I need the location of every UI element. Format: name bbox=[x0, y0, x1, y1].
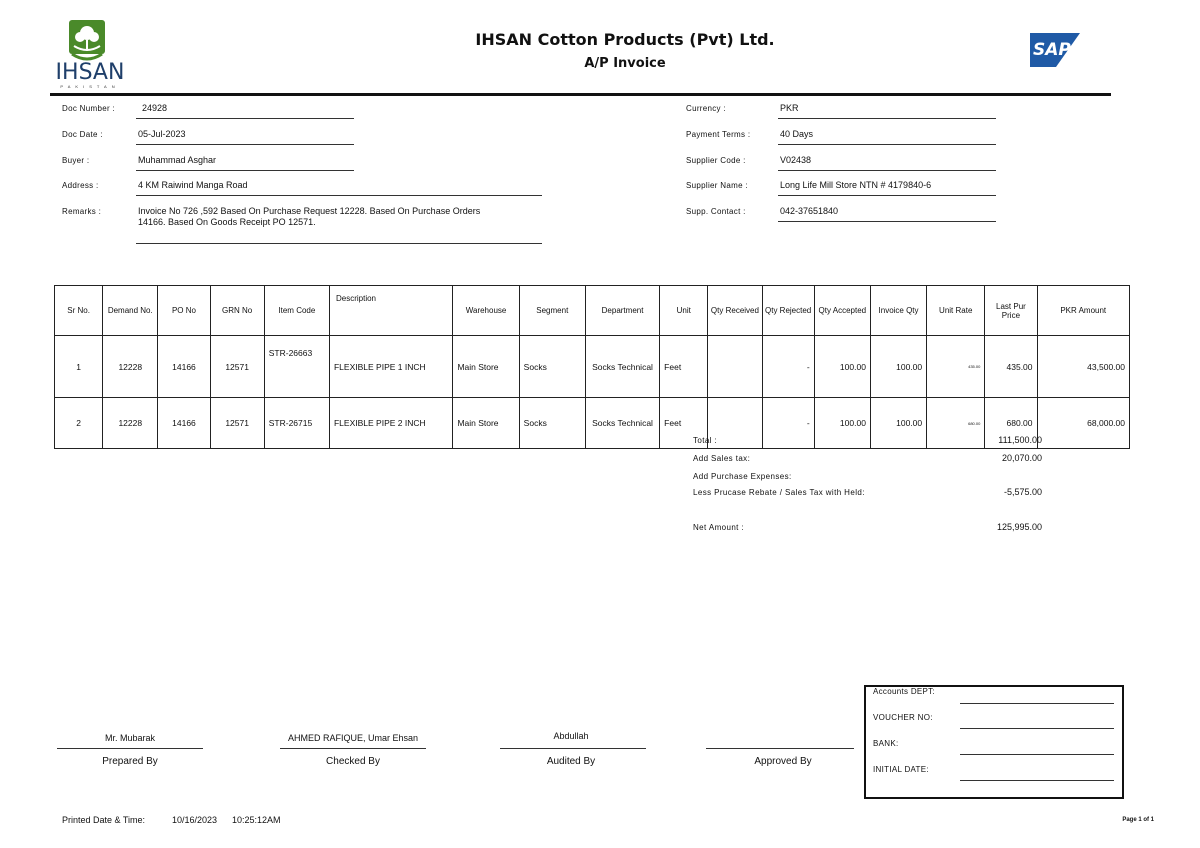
prepared-by-name: Mr. Mubarak bbox=[104, 733, 155, 743]
cell-unit: Feet bbox=[660, 336, 708, 398]
col-header: Qty Received bbox=[708, 286, 762, 336]
payment-terms-value: 40 Days bbox=[780, 129, 814, 139]
cell-pkr-amount: 68,000.00 bbox=[1037, 398, 1129, 449]
printed-time: 10:25:12AM bbox=[232, 815, 281, 825]
purchase-expenses-label: Add Purchase Expenses: bbox=[693, 472, 792, 481]
supplier-code-line bbox=[778, 170, 996, 171]
printed-date: 10/16/2023 bbox=[172, 815, 218, 825]
col-header: Unit Rate bbox=[927, 286, 985, 336]
page-number: Page 1 of 1 bbox=[1122, 817, 1154, 823]
doc-number-line bbox=[136, 118, 354, 119]
net-amount-value: 125,995.00 bbox=[996, 522, 1042, 532]
voucher-no-line bbox=[960, 728, 1114, 729]
doc-date-label: Doc Date : bbox=[62, 130, 103, 139]
items-table bbox=[54, 285, 1130, 449]
remarks-label: Remarks : bbox=[62, 207, 102, 216]
col-header: Qty Accepted bbox=[814, 286, 870, 336]
logo-text: IHSAN bbox=[55, 60, 125, 85]
approved-by-line bbox=[706, 748, 854, 749]
cell-demand-no: 12228 bbox=[103, 398, 158, 449]
prepared-by-label: Prepared By bbox=[102, 756, 158, 767]
remarks-value-line2: 14166. Based On Goods Receipt PO 12571. bbox=[138, 217, 316, 227]
cell-item-code: STR-26663 bbox=[264, 336, 329, 398]
currency-line bbox=[778, 118, 996, 119]
cell-description: FLEXIBLE PIPE 1 INCH bbox=[329, 336, 452, 398]
col-header: Item Code bbox=[264, 286, 329, 336]
cell-invoice-qty: 100.00 bbox=[870, 398, 926, 449]
currency-label: Currency : bbox=[686, 104, 726, 113]
bank-label: BANK: bbox=[873, 739, 899, 748]
col-header: Description bbox=[329, 286, 452, 336]
rebate-value: -5,575.00 bbox=[1003, 487, 1042, 497]
col-header: PKR Amount bbox=[1037, 286, 1129, 336]
supplier-code-value: V02438 bbox=[780, 155, 812, 165]
sap-logo-text: SAP bbox=[1033, 40, 1071, 60]
cell-qty-accepted: 100.00 bbox=[814, 398, 870, 449]
doc-date-value: 05-Jul-2023 bbox=[138, 129, 186, 139]
voucher-no-label: VOUCHER NO: bbox=[873, 713, 933, 722]
col-header: GRN No bbox=[210, 286, 264, 336]
col-header: Last Pur Price bbox=[985, 286, 1037, 336]
address-label: Address : bbox=[62, 181, 99, 190]
cell-qty-received bbox=[708, 336, 762, 398]
accounts-dept-line bbox=[960, 703, 1114, 704]
logo-subtext: PAKISTAN bbox=[60, 84, 120, 89]
cell-invoice-qty: 100.00 bbox=[870, 336, 926, 398]
currency-value: PKR bbox=[780, 103, 799, 113]
cell-department: Socks Technical bbox=[585, 336, 659, 398]
sales-tax-label: Add Sales tax: bbox=[693, 454, 751, 463]
approved-by-label: Approved By bbox=[754, 756, 812, 767]
cell-qty-rejected: - bbox=[762, 336, 814, 398]
bank-line bbox=[960, 754, 1114, 755]
printed-label: Printed Date & Time: bbox=[62, 815, 146, 825]
cell-department: Socks Technical bbox=[585, 398, 659, 449]
initial-date-label: INITIAL DATE: bbox=[873, 765, 929, 774]
payment-terms-label: Payment Terms : bbox=[686, 130, 751, 139]
cell-unit-rate: 435.00 bbox=[927, 336, 985, 398]
supplier-name-label: Supplier Name : bbox=[686, 181, 748, 190]
cell-last-pur-price: 435.00 bbox=[985, 336, 1037, 398]
supplier-contact-value: 042-37651840 bbox=[780, 206, 839, 216]
audited-by-label: Audited By bbox=[546, 756, 596, 767]
cell-po-no: 14166 bbox=[158, 398, 210, 449]
cell-description: FLEXIBLE PIPE 2 INCH bbox=[329, 398, 452, 449]
cell-segment: Socks bbox=[519, 336, 585, 398]
col-header: Sr No. bbox=[55, 286, 103, 336]
col-header: Qty Rejected bbox=[762, 286, 814, 336]
payment-terms-line bbox=[778, 144, 996, 145]
address-line bbox=[136, 195, 542, 196]
document-title: A/P Invoice bbox=[584, 56, 666, 71]
header-rule bbox=[50, 93, 1111, 96]
col-header: Invoice Qty bbox=[870, 286, 926, 336]
cell-grn-no: 12571 bbox=[210, 398, 264, 449]
cell-grn-no: 12571 bbox=[210, 336, 264, 398]
net-amount-label: Net Amount : bbox=[693, 523, 745, 532]
cell-po-no: 14166 bbox=[158, 336, 210, 398]
supplier-name-value: Long Life Mill Store NTN # 4179840-6 bbox=[780, 180, 932, 190]
table-row bbox=[55, 336, 1130, 398]
cell-segment: Socks bbox=[519, 398, 585, 449]
accounts-dept-box bbox=[864, 685, 1124, 799]
cell-sr-no: 1 bbox=[55, 336, 103, 398]
col-header: Demand No. bbox=[103, 286, 158, 336]
cell-pkr-amount: 43,500.00 bbox=[1037, 336, 1129, 398]
col-header: Segment bbox=[519, 286, 585, 336]
buyer-label: Buyer : bbox=[62, 156, 90, 165]
accounts-dept-label: Accounts DEPT: bbox=[873, 687, 936, 696]
rebate-label: Less Prucase Rebate / Sales Tax with Held: bbox=[693, 488, 865, 497]
checked-by-line bbox=[280, 748, 426, 749]
supplier-contact-label: Supp. Contact : bbox=[686, 207, 746, 216]
audited-by-name: Abdullah bbox=[553, 731, 589, 741]
buyer-value: Muhammad Asghar bbox=[138, 155, 217, 165]
cell-warehouse: Main Store bbox=[453, 336, 519, 398]
doc-date-line bbox=[136, 144, 354, 145]
cell-last-pur-price: 680.00 bbox=[985, 398, 1037, 449]
cell-qty-accepted: 100.00 bbox=[814, 336, 870, 398]
total-label: Total : bbox=[693, 436, 718, 445]
company-name: IHSAN Cotton Products (Pvt) Ltd. bbox=[475, 30, 775, 49]
address-value: 4 KM Raiwind Manga Road bbox=[138, 180, 248, 190]
checked-by-name: AHMED RAFIQUE, Umar Ehsan bbox=[287, 733, 419, 743]
cell-item-code: STR-26715 bbox=[264, 398, 329, 449]
remarks-line bbox=[136, 243, 542, 244]
sap-logo bbox=[1030, 33, 1080, 67]
initial-date-line bbox=[960, 780, 1114, 781]
prepared-by-line bbox=[57, 748, 203, 749]
cell-unit: Feet bbox=[660, 398, 708, 449]
checked-by-label: Checked By bbox=[326, 756, 380, 767]
remarks-value-line1: Invoice No 726 ,592 Based On Purchase Request 12228. Based On Purchase Orders bbox=[138, 206, 481, 216]
supplier-code-label: Supplier Code : bbox=[686, 156, 746, 165]
doc-number-value: 24928 bbox=[142, 103, 168, 113]
supplier-contact-line bbox=[778, 221, 996, 222]
cell-sr-no: 2 bbox=[55, 398, 103, 449]
cell-unit-rate: 680.00 bbox=[927, 398, 985, 449]
audited-by-line bbox=[500, 748, 646, 749]
buyer-line bbox=[136, 170, 354, 171]
table-header-row bbox=[55, 286, 1130, 336]
cell-qty-rejected: - bbox=[762, 398, 814, 449]
col-header: Warehouse bbox=[453, 286, 519, 336]
col-header: PO No bbox=[158, 286, 210, 336]
total-value: 111,500.00 bbox=[998, 435, 1042, 445]
col-header: Unit bbox=[660, 286, 708, 336]
supplier-name-line bbox=[778, 195, 996, 196]
col-header: Department bbox=[585, 286, 659, 336]
cell-warehouse: Main Store bbox=[453, 398, 519, 449]
cell-demand-no: 12228 bbox=[103, 336, 158, 398]
sales-tax-value: 20,070.00 bbox=[1001, 453, 1042, 463]
doc-number-label: Doc Number : bbox=[62, 104, 115, 113]
